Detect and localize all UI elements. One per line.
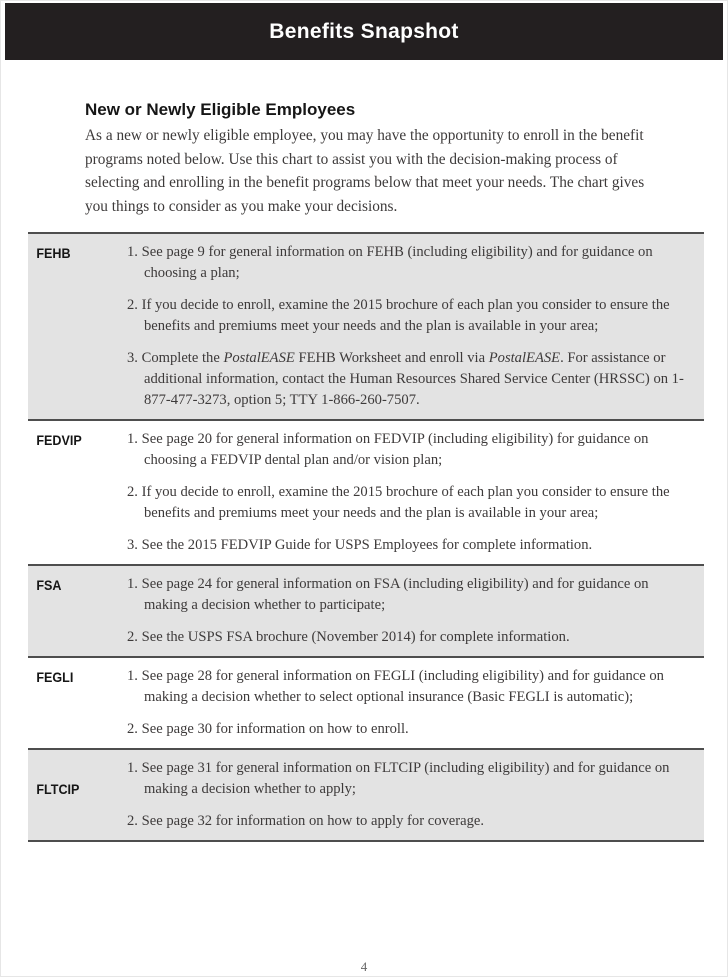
item-number: 3.	[127, 537, 142, 553]
item-text-segment: See the USPS FSA brochure (November 2014) for complete information.	[141, 629, 570, 645]
item-number: 3.	[127, 350, 142, 366]
benefit-item	[127, 811, 692, 832]
benefit-items	[127, 429, 704, 556]
item-number: 2.	[127, 813, 142, 829]
item-text-segment: If you decide to enroll, examine the 2015 brochure of each plan you consider to ensure the benefits and premiums meet your needs and the plan is available in your area;	[141, 297, 670, 334]
benefit-label: FEGLI	[36, 670, 74, 685]
item-text-segment: Complete the	[141, 350, 224, 366]
item-text-segment: See page 20 for general information on FEDVIP (including eligibility) for guidance on choosing a FEDVIP dental plan and/or vision plan;	[141, 431, 649, 468]
item-text-segment: FEHB Worksheet and enroll via	[294, 350, 489, 366]
benefit-item	[127, 535, 692, 556]
item-number: 1.	[127, 244, 142, 260]
item-text-segment: PostalEASE	[488, 350, 561, 366]
benefit-label: FEDVIP	[36, 433, 82, 448]
item-text-segment: See page 28 for general information on FEGLI (including eligibility) and for guidance on making a decision whether to select optional insurance (Basic FEGLI is automatic);	[141, 668, 664, 705]
benefit-item	[127, 574, 692, 616]
benefit-items	[127, 758, 704, 832]
item-text-segment: PostalEASE	[223, 350, 295, 366]
item-text-segment: See page 24 for general information on FSA (including eligibility) and for guidance on making a decision whether to participate;	[141, 576, 649, 613]
item-number: 1.	[127, 760, 142, 776]
benefit-row	[28, 564, 704, 656]
benefit-label: FLTCIP	[36, 782, 80, 797]
benefit-item	[127, 666, 692, 708]
benefit-item	[127, 758, 692, 800]
benefit-label: FEHB	[36, 246, 71, 261]
item-text-segment: See page 31 for general information on FLTCIP (including eligibility) and for guidance on making a decision whether to apply;	[141, 760, 670, 797]
item-text-segment: See page 30 for information on how to enroll.	[141, 721, 409, 737]
benefit-item	[127, 348, 692, 411]
benefit-item	[127, 429, 692, 471]
item-number: 1.	[127, 431, 142, 447]
section-heading: New or Newly Eligible Employees	[85, 100, 356, 119]
benefits-table	[28, 232, 704, 842]
item-number: 2.	[127, 629, 142, 645]
page-number: 4	[360, 959, 368, 974]
page-title: Benefits Snapshot	[269, 19, 459, 43]
benefit-items	[127, 574, 704, 648]
benefit-row	[28, 748, 704, 842]
page-footer	[0, 958, 728, 976]
benefit-row	[28, 232, 704, 419]
benefit-item	[127, 627, 692, 648]
item-number: 1.	[127, 668, 142, 684]
item-text-segment: . For assistance or additional information, contact the Human Resources Shared Service Center (HRSSC) on 1-877-477-3273, option 5; TTY 1-866-260-7507.	[144, 350, 684, 408]
benefit-item	[127, 482, 692, 524]
item-text-segment: See page 32 for information on how to apply for coverage.	[141, 813, 485, 829]
item-number: 2.	[127, 484, 142, 500]
item-text-segment: See page 9 for general information on FEHB (including eligibility) and for guidance on choosing a plan;	[141, 244, 653, 281]
item-number: 2.	[127, 721, 142, 737]
benefit-items	[127, 666, 704, 740]
benefit-label: FSA	[36, 578, 62, 593]
benefit-item	[127, 295, 692, 337]
benefit-row	[28, 656, 704, 748]
benefit-row	[28, 419, 704, 564]
intro-paragraph: As a new or newly eligible employee, you may have the opportunity to enroll in the benefit programs noted below. Use this chart to assist you with the decision-making process of selecting and enrolling in the benefit programs below that meet your needs. The chart gives you things to consider as you make your decisions.	[85, 127, 645, 215]
benefit-item	[127, 242, 692, 284]
item-text-segment: See the 2015 FEDVIP Guide for USPS Employees for complete information.	[141, 537, 593, 553]
benefit-item	[127, 719, 692, 740]
benefit-items	[127, 242, 704, 411]
item-number: 1.	[127, 576, 142, 592]
item-text-segment: If you decide to enroll, examine the 2015 brochure of each plan you consider to ensure the benefits and premiums meet your needs and the plan is available in your area;	[141, 484, 670, 521]
item-number: 2.	[127, 297, 142, 313]
header-bar	[5, 3, 723, 60]
